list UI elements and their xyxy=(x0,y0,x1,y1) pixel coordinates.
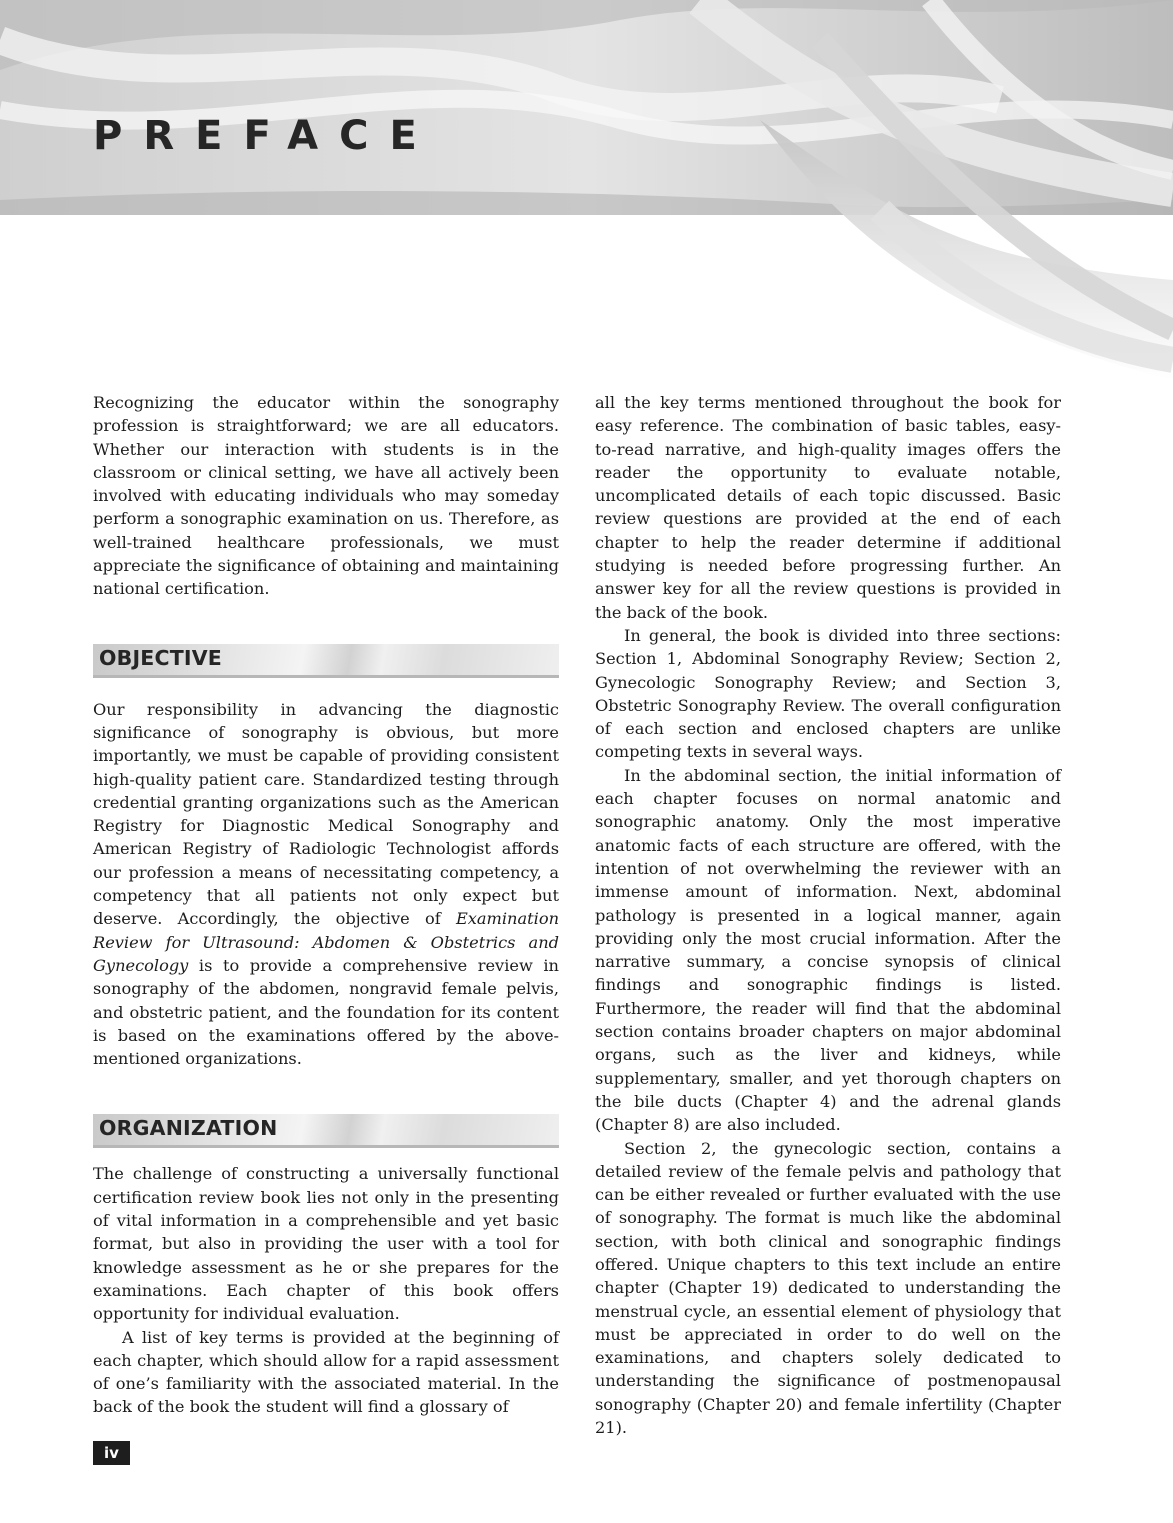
intro-paragraph: Recognizing the educator within the sonography profession is straightforward; we are all educators. Whether our interaction with students is in the classroom or clinical setting, we have all actively been involved with educating individuals who may someday perform a sonographic examination on us. Therefore, as well-trained healthcare professionals, we must appreciate the significance of obtaining and maintaining national certification. xyxy=(93,393,559,599)
right-paragraph-1: all the key terms mentioned throughout the book for easy reference. The combination of basic tables, easy-to-read narrative, and high-quality images offers the reader the opportunity to evaluate notable, uncomplicated details of each topic discussed. Basic review questions are provided at the end of each chapter to help the reader determine if additional studying is needed before progressing further. An answer key for all the review questions is provided in the back of the book. xyxy=(595,393,1061,622)
right-paragraph-4: Section 2, the gynecologic section, contains a detailed review of the female pelvis and pathology that can be either revealed or further evaluated with the use of sonography. The format is much like the abdominal section, with both clinical and sonographic findings offered. Unique chapters to this text include an entire chapter (Chapter 19) dedicated to understanding the menstrual cycle, an essential element of physiology that must be appreciated in order to do well on the examinations, and chapters solely dedicated to understanding the significance of postmenopausal sonography (Chapter 20) and female infertility (Chapter 21). xyxy=(595,1138,1061,1438)
objective-text-after: is to provide a comprehensive review in sonography of the abdomen, nongravid female pelvis, and obstetric patient, and the foundation for its content is based on the examinations offered by the above-mentioned organizations. xyxy=(93,955,559,1069)
page-title: PREFACE xyxy=(93,113,438,159)
objective-heading-bar xyxy=(93,644,559,678)
page-number: iv xyxy=(93,1441,130,1465)
organization-heading: ORGANIZATION xyxy=(99,1116,278,1141)
organization-paragraph-1: The challenge of constructing a universally functional certification review book lies not only in the presenting of vital information in a comprehensible and yet basic format, but also in providing the user with a tool for knowledge assessment as he or she prepares for the examinations. Each chapter of this book offers opportunity for individual evaluation. xyxy=(93,1164,559,1324)
objective-paragraph xyxy=(93,698,559,1071)
book-title: Examination Review for Ultrasound: Abdomen & Obstetrics and Gynecology xyxy=(93,909,559,975)
right-paragraph-3: In the abdominal section, the initial information of each chapter focuses on normal anatomic and sonographic anatomy. Only the most imperative anatomic facts of each structure are offered, with the intention of not overwhelming the reviewer with an immense amount of information. Next, abdominal pathology is presented in a logical manner, again providing only the most crucial information. After the narrative summary, a concise synopsis of clinical findings and sonographic findings is listed. Furthermore, the reader will find that the abdominal section contains broader chapters on major abdominal organs, such as the liver and kidneys, while supplementary, smaller, and yet thorough chapters on the bile ducts (Chapter 4) and the adrenal glands (Chapter 8) are also included. xyxy=(595,765,1061,1135)
organization-paragraph-2: A list of key terms is provided at the beginning of each chapter, which should allow for a rapid assessment of one’s familiarity with the associated material. In the back of the book the student will find a glossary of xyxy=(93,1327,559,1417)
left-column xyxy=(93,391,559,1419)
right-column xyxy=(595,391,1061,1439)
objective-text-before: Our responsibility in advancing the diagnostic significance of sonography is obvious, but more importantly, we must be capable of providing consistent high-quality patient care. Standardized testing through credential granting organizations such as the American Registry for Diagnostic Medical Sonography and American Registry of Radiologic Technologist affords our profession a means of necessitating competency, a competency that all patients not only expect but deserve. Accordingly, the objective of xyxy=(93,699,559,929)
header-banner xyxy=(0,0,1173,380)
objective-heading: OBJECTIVE xyxy=(99,645,223,670)
organization-heading-bar xyxy=(93,1114,559,1148)
wave-background-graphic xyxy=(0,0,1173,380)
right-paragraph-2: In general, the book is divided into three sections: Section 1, Abdominal Sonography Review; Section 2, Gynecologic Sonography Review; and Section 3, Obstetric Sonography Review. The overall configuration of each section and enclosed chapters are unlike competing texts in several ways. xyxy=(595,625,1061,762)
